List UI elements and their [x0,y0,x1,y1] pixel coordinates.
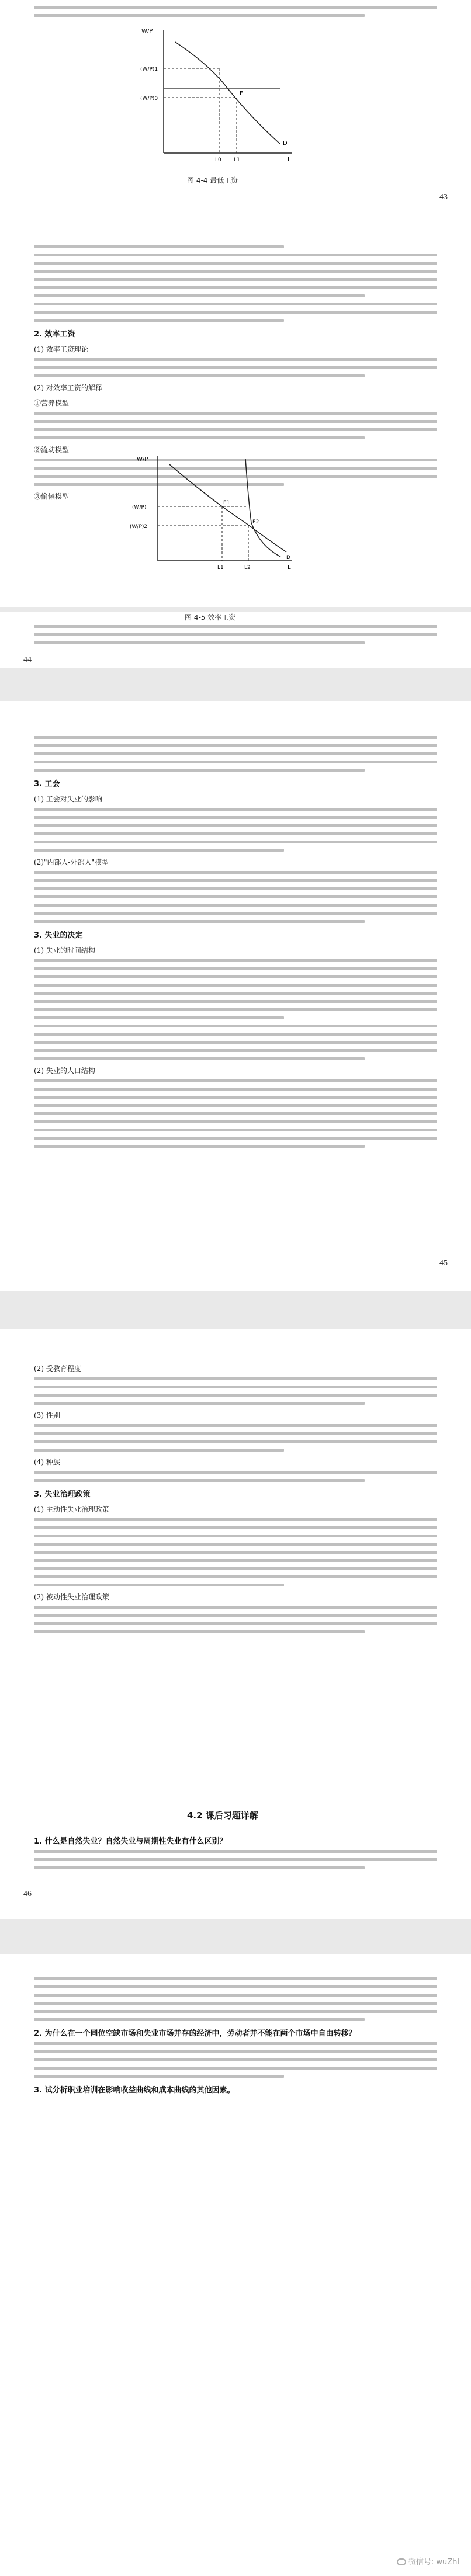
page-46 [0,1329,471,1919]
question-3: 3. 试分析职业培训在影响收益曲线和成本曲线的其他因素。 [34,2086,235,2095]
heading-gender: (3) 性别 [34,1411,60,1419]
heading-union-effect: (1) 工会对失业的影响 [34,795,102,803]
heading-time-structure: (1) 失业的时间结构 [34,946,95,954]
fig45-x2: L2 [244,565,251,571]
page-number-44: 44 [23,655,32,664]
wechat-icon [397,2558,406,2565]
page-47-body [34,1977,437,2099]
heading-efficiency-explanation: (2) 对效率工资的解释 [34,384,102,392]
fig45-point-e2: E2 [252,519,259,525]
fig44-point-d: D [283,140,288,147]
figure-4-5-caption: 图 4-5 效率工资 [185,613,236,622]
page-45 [0,701,471,1291]
fig45-point-d: D [286,555,290,561]
heading-race: (4) 种族 [34,1458,60,1466]
page-number-46: 46 [23,1890,32,1898]
figure-4-4-caption: 图 4-4 最低工资 [187,176,238,185]
fig44-point-e: E [240,91,244,97]
page-number-43: 43 [439,193,448,202]
heading-education: (2) 受教育程度 [34,1365,81,1373]
fig45-xlabel: L [288,564,291,571]
page-43 [0,0,471,607]
watermark-text: 微信号: wuZhl [408,2558,459,2567]
watermark [397,2556,459,2567]
heading-policy: 3. 失业治理政策 [34,1490,91,1499]
efficiency-wage-figure [129,453,304,575]
fig44-xlabel: L [288,157,291,163]
heading-active-policy: (1) 主动性失业治理政策 [34,1505,109,1513]
heading-demographic-structure: (2) 失业的人口结构 [34,1067,95,1075]
page-46-body [34,1358,437,1638]
heading-unemployment-determination: 3. 失业的决定 [34,931,83,940]
heading-union: 3. 工会 [34,780,60,789]
heading-nutrition-model: ①营养模型 [34,399,70,407]
question-2: 2. 为什么在一个同位空缺市场和失业市场并存的经济中，劳动者并不能在两个市场中自由转移？ [34,2029,356,2038]
fig45-ylabel: W/P [137,456,148,463]
fig44-ylabel: W/P [141,28,153,34]
heading-insider-outsider: (2)"内部人-外部人"模型 [34,858,109,866]
fig44-x0: L0 [215,157,221,163]
heading-efficiency-wage: 2. 效率工资 [34,330,75,339]
heading-passive-policy: (2) 被动性失业治理政策 [34,1593,109,1601]
page-47 [0,1954,471,2576]
fig45-point-e1: E1 [223,500,230,506]
page-44-text [34,625,437,650]
heading-efficiency-wage-theory: (1) 效率工资理论 [34,345,88,353]
heading-turnover-model: ②流动模型 [34,446,70,454]
page-43-intro-text [34,6,437,22]
minimum-wage-figure [140,25,304,171]
fig45-y1: (W/P) [132,505,147,511]
fig44-x1: L1 [234,157,240,163]
fig44-y1: (W/P)1 [140,67,158,72]
section-title-exercises: 4.2 课后习题详解 [187,1810,258,1821]
question-1: 1. 什么是自然失业？自然失业与周期性失业有什么区别？ [34,1837,227,1846]
fig44-y0: (W/P)0 [140,96,158,102]
page-number-45: 45 [439,1259,448,1268]
fig45-x1: L1 [217,565,224,571]
fig45-y2: (W/P)2 [130,524,148,530]
page-44 [0,612,471,668]
heading-shirking-model: ③偷懒模型 [34,492,70,501]
page-45-body [34,736,437,1153]
question-1-block [34,1829,437,1874]
